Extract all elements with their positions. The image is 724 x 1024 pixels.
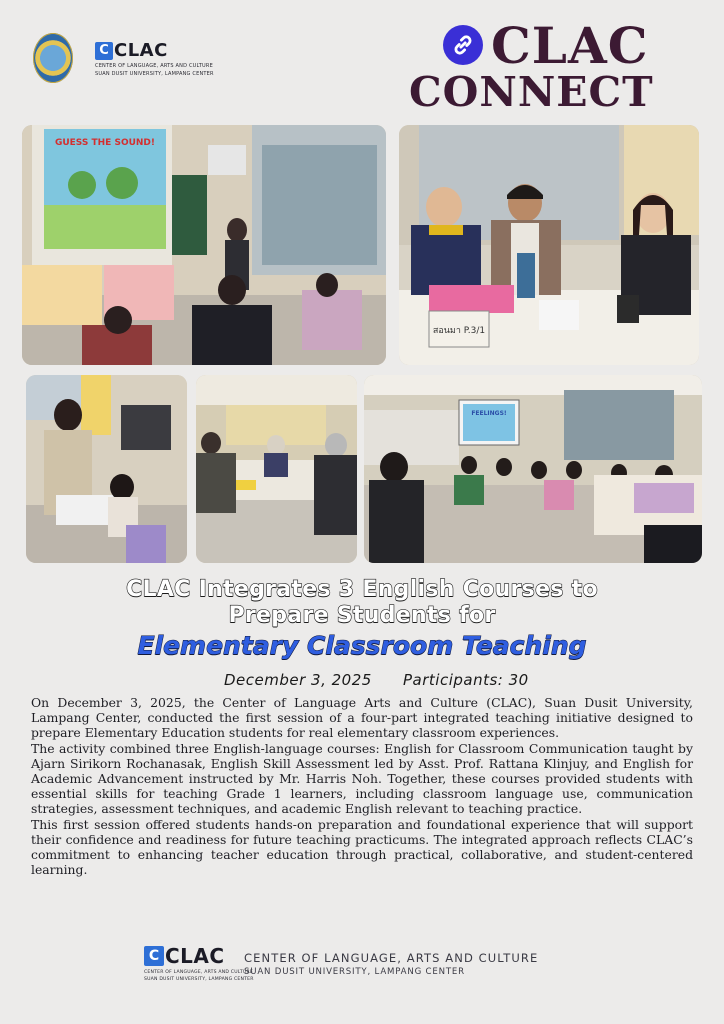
event-participants: Participants: 30: [403, 671, 529, 689]
photo-group-table: [196, 375, 357, 563]
photo-teacher-child: [26, 375, 187, 563]
clac-connect-brand: [405, 16, 705, 120]
clac-logo-sub1: CENTER OF LANGUAGE, ARTS AND CULTURE: [95, 63, 213, 69]
clac-logo-c: C: [95, 42, 113, 60]
article-paragraph-3: This first session offered students hands-on preparation and foundational experience that will support their confidence and readiness for future teaching practicums. The integrated approach reflects CLAC’s commitment to enhancing teacher education through practical, collaborative, and student-centered learning.: [31, 816, 693, 878]
footer-logo-sub1: CENTER OF LANGUAGE, ARTS AND CULTURE: [144, 970, 253, 975]
footer-clac-logo: [144, 944, 254, 983]
link-chain-icon: [443, 25, 483, 65]
slide-title: GUESS THE SOUND!: [54, 138, 156, 148]
article-paragraph-1: On December 3, 2025, the Center of Language Arts and Culture (CLAC), Suan Dusit University, Lampang Center, conducted the first session of a four-part integrated teaching initiative designed to prepare Elementary Education students for real elementary classroom experiences.: [31, 695, 693, 741]
board-text: FEELINGS!: [471, 410, 507, 417]
clac-logo-sub2: SUAN DUSIT UNIVERSITY, LAMPANG CENTER: [95, 71, 214, 77]
clac-logo-text: CLAC: [114, 40, 168, 61]
clac-logo: [95, 40, 215, 80]
brand-title-connect: CONNECT: [409, 68, 654, 116]
photo-teachers-table: [399, 125, 699, 365]
university-seal-icon: [33, 33, 73, 83]
footer-logo-sub2: SUAN DUSIT UNIVERSITY, LAMPANG CENTER: [144, 977, 254, 983]
headline-line1: CLAC Integrates 3 English Courses to: [126, 577, 598, 602]
photo-classroom-slide: [22, 125, 386, 365]
footer-line2: SUAN DUSIT UNIVERSITY, LAMPANG CENTER: [244, 967, 465, 977]
table-sign: สอนมา P.3/1: [432, 326, 486, 336]
event-date: December 3, 2025: [224, 671, 372, 689]
footer-logo-c: C: [144, 946, 164, 966]
event-meta: [0, 671, 724, 693]
footer-logo-text: CLAC: [165, 944, 225, 968]
article-body: [31, 695, 693, 877]
headline-line2: Prepare Students for: [228, 603, 496, 628]
footer-line1: CENTER OF LANGUAGE, ARTS AND CULTURE: [244, 951, 539, 965]
photo-wide-classroom: [364, 375, 702, 563]
brand-title-clac: CLAC: [491, 16, 649, 75]
headline-highlight: Elementary Classroom Teaching: [137, 631, 587, 660]
article-paragraph-2: The activity combined three English-language courses: English for Classroom Communication taught by Ajarn Sirikorn Rochanasak, English Skill Assessment led by Asst. Prof. Rattana Klinjuy, and English for Academic Advancement instructed by Mr. Harris Noh. Together, these courses provided students with essential skills for teaching Grade 1 learners, including classroom language use, communication strategies, assessment techniques, and academic English relevant to teaching practice.: [31, 740, 693, 817]
footer-text: [244, 951, 538, 977]
